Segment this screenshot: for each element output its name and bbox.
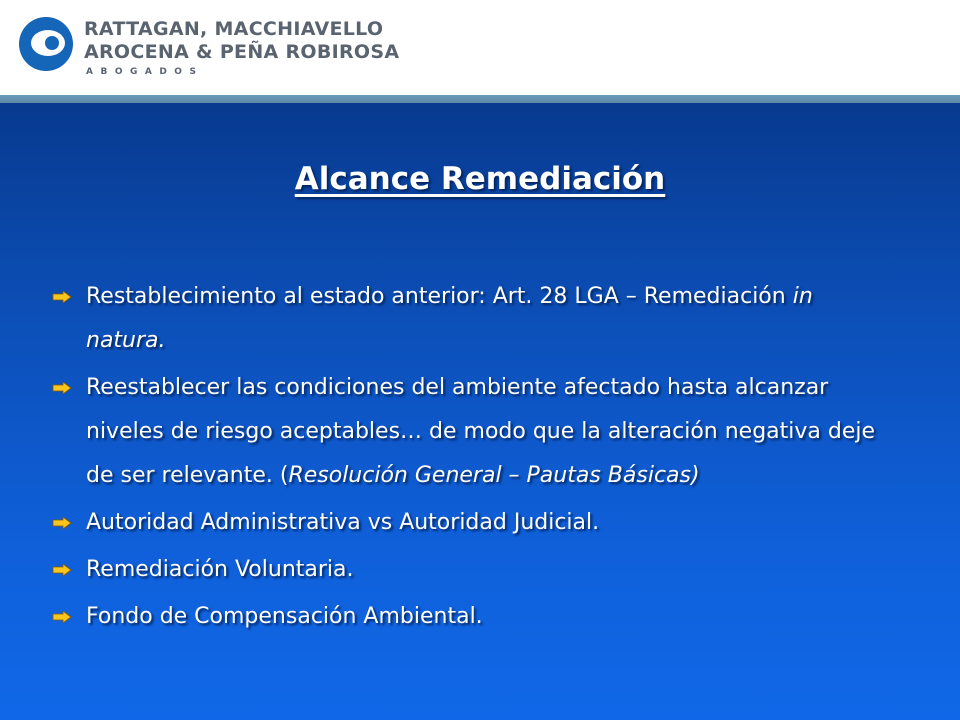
bullet-text: Reestablecer las condiciones del ambiente afectado hasta alcanzar niveles de riesgo aceptables… de modo que la alteración negativa deje de ser relevante. (	[86, 375, 876, 488]
bullet-item	[52, 595, 892, 639]
firm-name	[84, 18, 399, 77]
bullet-list	[52, 275, 892, 642]
bullet-text: Autoridad Administrativa vs Autoridad Judicial.	[86, 510, 600, 535]
bullet-text: Fondo de Compensación Ambiental.	[86, 604, 483, 629]
bullet-item	[52, 548, 892, 592]
bullet-item	[52, 501, 892, 545]
firm-line-1: RATTAGAN, MACCHIAVELLO	[84, 18, 384, 40]
bullet-text: Remediación Voluntaria.	[86, 557, 354, 582]
firm-logo-icon	[16, 14, 76, 74]
arrow-bullet-icon	[52, 382, 72, 394]
firm-line-3: ABOGADOS	[86, 67, 204, 77]
bullet-item	[52, 275, 892, 363]
bullet-item	[52, 366, 892, 498]
bullet-text: Restablecimiento al estado anterior: Art. 28 LGA – Remediación	[86, 284, 793, 309]
slide-body	[0, 103, 960, 720]
bullet-italic-text: in natura.	[86, 284, 813, 353]
header-divider	[0, 95, 960, 103]
arrow-bullet-icon	[52, 564, 72, 576]
arrow-bullet-icon	[52, 291, 72, 303]
bullet-italic-text: Resolución General – Pautas Básicas)	[288, 463, 700, 488]
firm-line-2: AROCENA & PEÑA ROBIROSA	[84, 41, 400, 63]
arrow-bullet-icon	[52, 517, 72, 529]
slide-title: Alcance Remediación	[294, 161, 666, 197]
header	[0, 0, 960, 95]
arrow-bullet-icon	[52, 611, 72, 623]
